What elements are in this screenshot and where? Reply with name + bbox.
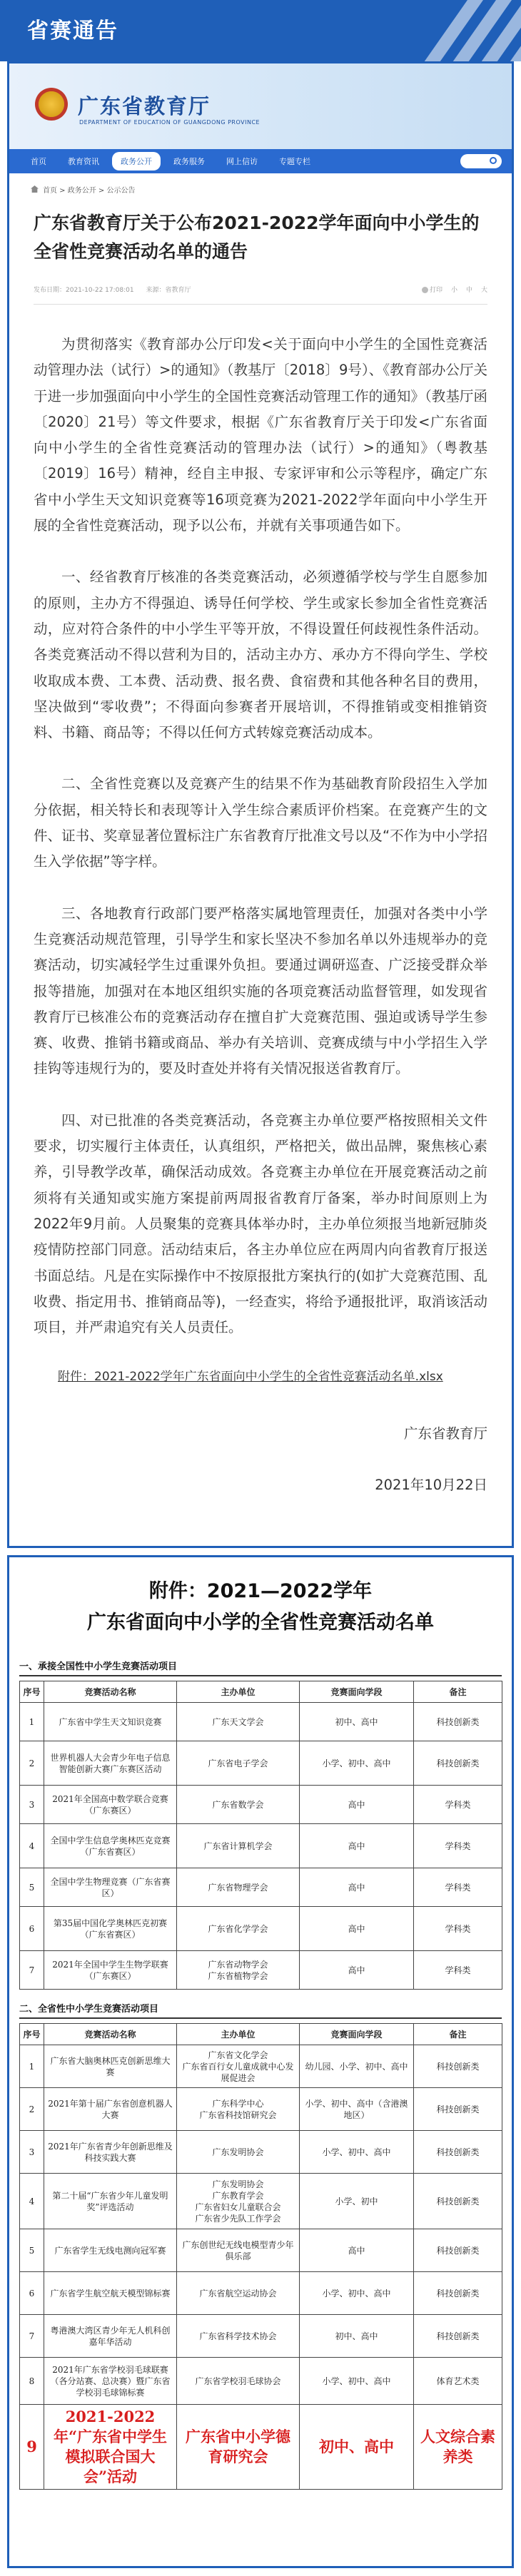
font-large-button[interactable]: 大: [480, 287, 487, 294]
header-index: 序号: [20, 2024, 44, 2045]
search-input[interactable]: [460, 154, 502, 168]
cell-level: 初中、高中: [300, 2315, 414, 2358]
cell-note: 科技创新类: [414, 2045, 502, 2088]
cell-name: 2021-2022年“广东省中学生模拟联合国大会”活动: [44, 2405, 177, 2490]
signer: 广东省教育厅: [403, 1425, 487, 1442]
nav-item-petition[interactable]: 网上信访: [226, 157, 258, 166]
main-nav: [9, 149, 512, 173]
table-row: [20, 1824, 502, 1868]
breadcrumb: [9, 173, 512, 205]
cell-name: 2021年全国中学生生物学联赛（广东赛区）: [44, 1951, 177, 1990]
printer-icon: [422, 287, 428, 293]
cell-index: 7: [20, 2315, 44, 2358]
article-title: 广东省教育厅关于公布2021-2022学年面向中小学生的全省性竞赛活动名单的通告: [34, 213, 480, 262]
print-button[interactable]: 打印: [422, 285, 442, 294]
banner-stripes-decoration: [414, 0, 521, 61]
cell-name: 全国中学生信息学奥林匹克竞赛（广东省赛区）: [44, 1824, 177, 1868]
cell-level: 初中、高中: [300, 2405, 414, 2490]
cell-note: 科技创新类: [414, 2272, 502, 2315]
section2-table: [19, 2023, 502, 2490]
article-meta: [34, 285, 487, 305]
table-row: [20, 2358, 502, 2405]
cell-level: 幼儿园、小学、初中、高中: [300, 2045, 414, 2088]
cell-index: 4: [20, 2174, 44, 2229]
cell-name: 2021年全国高中数学联合竞赛（广东赛区）: [44, 1786, 177, 1824]
cell-organizer: 广东省中小学德育研究会: [177, 2405, 300, 2490]
cell-name: 2021年广东省学校羽毛球联赛（各分站赛、总决赛）暨广东省学校羽毛球锦标赛: [44, 2358, 177, 2405]
cell-organizer: 广东天文学会: [177, 1703, 300, 1741]
cell-name: 第二十届“广东省少年儿童发明奖”评选活动: [44, 2174, 177, 2229]
cell-organizer: 广东省计算机学会: [177, 1824, 300, 1868]
cell-level: 高中: [300, 1786, 414, 1824]
cell-note: 科技创新类: [414, 2229, 502, 2272]
table-row: [20, 2045, 502, 2088]
cell-index: 6: [20, 1907, 44, 1951]
cell-organizer: 广东发明协会 广东教育学会 广东省妇女儿童联合会 广东省少先队工作学会: [177, 2174, 300, 2229]
header-level: 竞赛面向学段: [300, 1681, 414, 1703]
font-small-button[interactable]: 小: [450, 287, 457, 294]
home-icon[interactable]: [31, 185, 39, 193]
table-row: [20, 2088, 502, 2131]
cell-level: 小学、初中、高中: [300, 2358, 414, 2405]
cell-index: 1: [20, 1703, 44, 1741]
cell-level: 小学、初中、高中: [300, 2272, 414, 2315]
cell-index: 6: [20, 2272, 44, 2315]
cell-name: 广东省学生无线电测向冠军赛: [44, 2229, 177, 2272]
cell-organizer: 广东省动物学会 广东省植物学会: [177, 1951, 300, 1990]
cell-name: 2021年第十届广东省创意机器人大赛: [44, 2088, 177, 2131]
cell-name: 粤港澳大湾区青少年无人机科创嘉年华活动: [44, 2315, 177, 2358]
table-row: [20, 2315, 502, 2358]
cell-name: 第35届中国化学奥林匹克初赛（广东省赛区）: [44, 1907, 177, 1951]
table-row: [20, 1786, 502, 1824]
cell-note: 科技创新类: [414, 1741, 502, 1786]
site-subtitle: DEPARTMENT OF EDUCATION OF GUANGDONG PROVINCE: [79, 119, 260, 126]
cell-index: 5: [20, 1868, 44, 1907]
cell-note: 学科类: [414, 1786, 502, 1824]
header-name: 竞赛活动名称: [44, 2024, 177, 2045]
cell-level: 高中: [300, 1951, 414, 1990]
table-row: [20, 2131, 502, 2174]
cell-organizer: 广东省科学技术协会: [177, 2315, 300, 2358]
sign-date: 2021年10月22日: [375, 1477, 487, 1494]
cell-name: 广东省学生航空航天模型锦标赛: [44, 2272, 177, 2315]
cell-index: 4: [20, 1824, 44, 1868]
cell-note: 科技创新类: [414, 2315, 502, 2358]
header-level: 竞赛面向学段: [300, 2024, 414, 2045]
header-note: 备注: [414, 2024, 502, 2045]
list-title-line2: 广东省面向中小学的全省性竞赛活动名单: [87, 1612, 434, 1634]
cell-level: 小学、初中、高中: [300, 1741, 414, 1786]
section1-table: [19, 1681, 502, 1990]
attachment-frame: [7, 1555, 514, 2568]
cell-index: 2: [20, 2088, 44, 2131]
table-row: [20, 1868, 502, 1907]
section1-title: 一、承接全国性中小学生竞赛活动项目: [19, 1659, 502, 1676]
nav-item-services[interactable]: 政务服务: [173, 157, 205, 166]
table-row: [20, 1741, 502, 1786]
header-organizer: 主办单位: [177, 2024, 300, 2045]
cell-index: 5: [20, 2229, 44, 2272]
cell-note: 科技创新类: [414, 1703, 502, 1741]
cell-index: 7: [20, 1951, 44, 1990]
paragraph-2: 二、全省性竞赛以及竞赛产生的结果不作为基础教育阶段招生入学加分依据，相关特长和表现等计入学生综合素质评价档案。在竞赛产生的文件、证书、奖章显著位置标注广东省教育厅批准文号以及“不作为中小学招生入学依据”等字样。: [34, 775, 487, 870]
cell-organizer: 广东省学校羽毛球协会: [177, 2358, 300, 2405]
paragraph-intro: 为贯彻落实《教育部办公厅印发<关于面向中小学生的全国性竞赛活动管理办法（试行）>的通知》（教基厅〔2018〕9号）、《教育部办公厅关于进一步加强面向中小学生的全国性竞赛活动管理工作的通知》（教基厅函〔2020〕21号）等文件要求，根据《广东省教育厅关于印发<广东省面向中小学生的全省性竞赛活动的管理办法（试行）>的通知》（粤教基〔2019〕16号）精神，经自主申报、专家评审和公示等程序，确定广东省中小学生天文知识竞赛等16项竞赛为2021-2022学年面向中小学生开展的全省性竞赛活动，现予以公布，并就有关事项通告如下。: [34, 336, 487, 534]
list-title-line1: 附件：2021—2022学年: [148, 1580, 373, 1602]
table-row: [20, 1951, 502, 1990]
cell-level: 小学、初中、高中: [300, 2131, 414, 2174]
article-frame: [7, 61, 514, 1548]
table-row: [20, 1703, 502, 1741]
cell-level: 小学、初中、高中（含港澳地区）: [300, 2088, 414, 2131]
cell-index: 2: [20, 1741, 44, 1786]
nav-item-topics[interactable]: 专题专栏: [279, 157, 310, 166]
cell-note: 学科类: [414, 1824, 502, 1868]
font-medium-button[interactable]: 中: [465, 287, 472, 294]
nav-item-public-affairs[interactable]: 政务公开: [112, 152, 161, 170]
cell-note: 学科类: [414, 1951, 502, 1990]
breadcrumb-text[interactable]: 首页 > 政务公开 > 公示公告: [43, 186, 136, 195]
paragraph-1: 一、经省教育厅核准的各类竞赛活动，必须遵循学校与学生自愿参加的原则，主办方不得强迫、诱导任何学校、学生或家长参加全省性竞赛活动，应对符合条件的中小学生平等开放，不得设置任何歧视性条件活动。各类竞赛活动不得以营利为目的，活动主办方、承办方不得向学生、学校收取成本费、工本费、活动费、报名费、食宿费和其他各种名目的费用，坚决做到“零收费”；不得面向参赛者开展培训，不得推销或变相推销资料、书籍、商品等；不得以任何方式转嫁竞赛活动成本。: [34, 569, 487, 741]
section2-title: 二、全省性中小学生竞赛活动项目: [19, 2001, 502, 2019]
header-name: 竞赛活动名称: [44, 1681, 177, 1703]
table-row: [20, 1907, 502, 1951]
nav-item-news[interactable]: 教育资讯: [68, 157, 99, 166]
cell-organizer: 广东发明协会: [177, 2131, 300, 2174]
cell-note: 学科类: [414, 1868, 502, 1907]
search-icon[interactable]: [490, 157, 497, 164]
paragraph-4: 四、对已批准的各类竞赛活动，各竞赛主办单位要严格按照相关文件要求，切实履行主体责任，认真组织，严格把关，做出品牌，聚焦核心素养，引导教学改革，确保活动成效。各竞赛主办单位在开展竞赛活动之前须将有关通知或实施方案提前两周报省教育厅备案，举办时间原则上为2022年9月前。人员聚集的竞赛具体举办时，主办单位须报当地新冠肺炎疫情防控部门同意。活动结束后，各主办单位应在两周内向省教育厅报送书面总结。凡是在实际操作中不按原报批方案执行的(如扩大竞赛范围、乱收费、指定用书、推销商品等)，一经查实，将给予通报批评，取消该活动项目，并严肃追究有关人员责任。: [34, 1111, 487, 1336]
cell-note: 科技创新类: [414, 2131, 502, 2174]
cell-organizer: 广东省文化学会 广东省百行女儿童成就中心发展促进会: [177, 2045, 300, 2088]
article-source: 来源：省教育厅: [146, 287, 191, 294]
cell-note: 人文综合素养类: [414, 2405, 502, 2490]
cell-index: 8: [20, 2358, 44, 2405]
cell-organizer: 广东科学中心 广东省科技馆研究会: [177, 2088, 300, 2131]
cell-index: 3: [20, 2131, 44, 2174]
table-row: [20, 2272, 502, 2315]
cell-level: 高中: [300, 1868, 414, 1907]
paragraph-3: 三、各地教育行政部门要严格落实属地管理责任，加强对各类中小学生竞赛活动规范管理，引导学生和家长坚决不参加名单以外违规举办的竞赛活动，切实减轻学生过重课外负担。要通过调研巡查、广泛接受群众举报等措施，加强对在本地区组织实施的各项竞赛活动监督管理，如发现省教育厅已核准公布的竞赛活动存在擅自扩大竞赛范围、强迫或诱导学生参赛、收费、推销书籍或商品、举办有关培训、竞赛成绩与中小学招生入学挂钩等违规行为的，要及时查处并将有关情况报送省教育厅。: [34, 905, 487, 1077]
header-organizer: 主办单位: [177, 1681, 300, 1703]
cell-level: 初中、高中: [300, 1703, 414, 1741]
cell-index: 9: [20, 2405, 44, 2490]
cell-note: 体育艺术类: [414, 2358, 502, 2405]
cell-note: 科技创新类: [414, 2088, 502, 2131]
table-row: [20, 2405, 502, 2490]
site-name[interactable]: 广东省教育厅: [78, 94, 211, 118]
cell-organizer: 广东创世纪无线电模型青少年俱乐部: [177, 2229, 300, 2272]
banner-title: 省赛通告: [27, 19, 118, 44]
page-banner: [0, 0, 521, 61]
cell-organizer: 广东省物理学会: [177, 1868, 300, 1907]
cell-index: 1: [20, 2045, 44, 2088]
cell-organizer: 广东省数学会: [177, 1786, 300, 1824]
cell-name: 世界机器人大会青少年电子信息智能创新大赛广东赛区活动: [44, 1741, 177, 1786]
cell-note: 科技创新类: [414, 2174, 502, 2229]
cell-organizer: 广东省电子学会: [177, 1741, 300, 1786]
nav-item-home[interactable]: 首页: [31, 157, 46, 166]
cell-organizer: 广东省航空运动协会: [177, 2272, 300, 2315]
cell-name: 广东省中学生天文知识竞赛: [44, 1703, 177, 1741]
cell-level: 小学、初中: [300, 2174, 414, 2229]
attachment-link[interactable]: 附件：2021-2022学年广东省面向中小学生的全省性竞赛活动名单.xlsx: [58, 1370, 443, 1385]
cell-level: 高中: [300, 1907, 414, 1951]
cell-name: 全国中学生物理竞赛（广东省赛区）: [44, 1868, 177, 1907]
cell-index: 3: [20, 1786, 44, 1824]
cell-level: 高中: [300, 2229, 414, 2272]
cell-name: 广东省大脑奥林匹克创新思维大赛: [44, 2045, 177, 2088]
cell-level: 高中: [300, 1824, 414, 1868]
table-row: [20, 2229, 502, 2272]
cell-organizer: 广东省化学学会: [177, 1907, 300, 1951]
table-row: [20, 2174, 502, 2229]
cell-note: 学科类: [414, 1907, 502, 1951]
publish-date: 发布日期：2021-10-22 17:08:01: [34, 287, 134, 294]
national-emblem-icon: [35, 88, 68, 121]
list-title: [9, 1576, 512, 1639]
header-note: 备注: [414, 1681, 502, 1703]
article-body: [34, 332, 487, 1494]
header-index: 序号: [20, 1681, 44, 1703]
cell-name: 2021年广东省青少年创新思维及科技实践大赛: [44, 2131, 177, 2174]
site-header: [9, 63, 512, 149]
